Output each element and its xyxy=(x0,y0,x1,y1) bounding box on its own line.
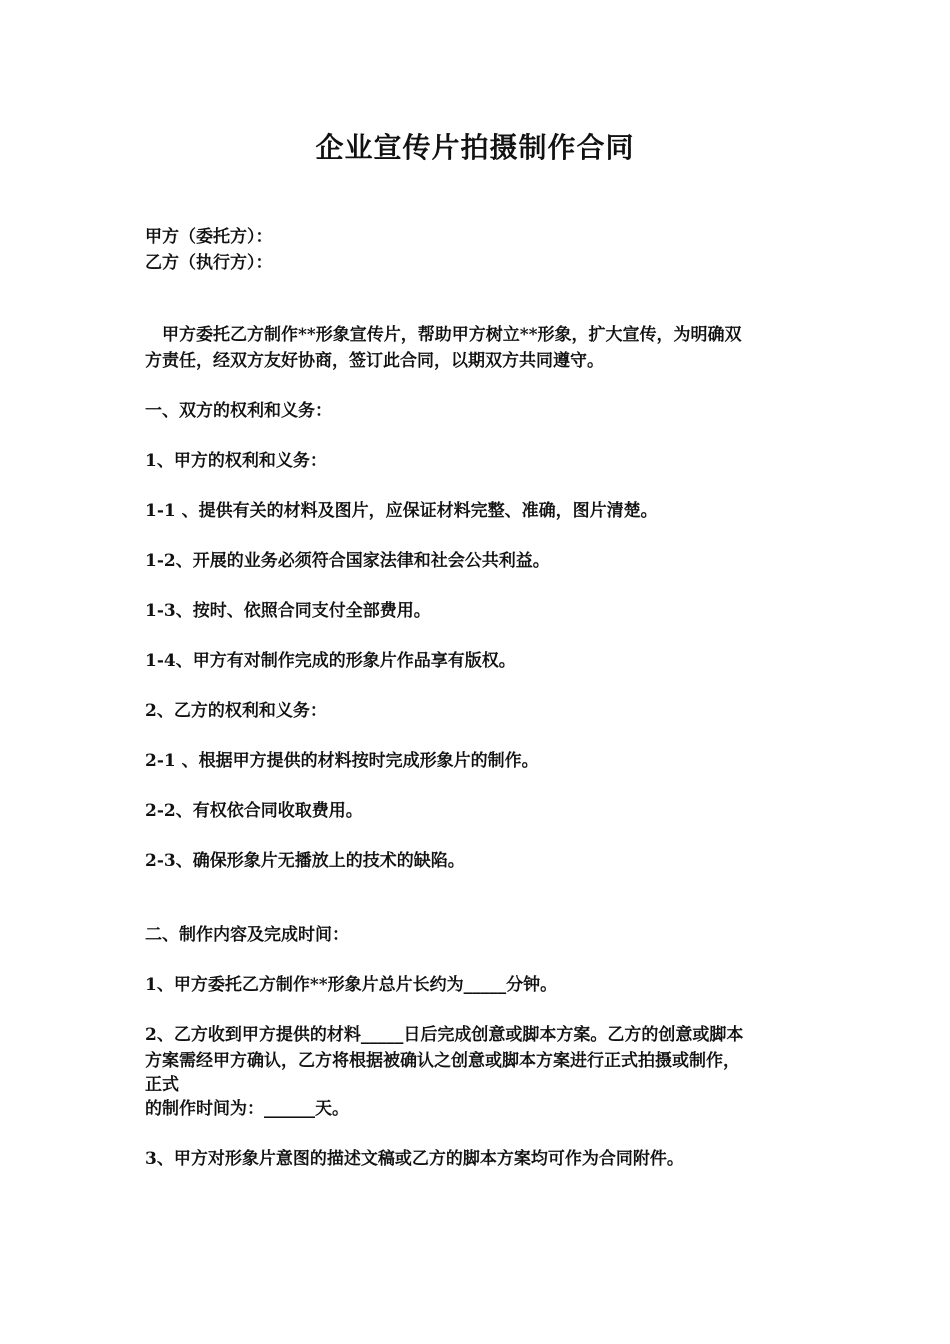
clause-2-2: 2-2、有权依合同收取费用。 xyxy=(145,801,363,821)
document-title: 企业宣传片拍摄制作合同 xyxy=(315,131,635,164)
section-2-item-2-line-4: 的制作时间为：______天。 xyxy=(145,1099,349,1119)
party-a-label: 甲方（委托方）： xyxy=(145,227,273,247)
clause-1-1: 1-1 、提供有关的材料及图片，应保证材料完整、准确，图片清楚。 xyxy=(145,501,658,521)
section-2-item-3: 3、甲方对形象片意图的描述文稿或乙方的脚本方案均可作为合同附件。 xyxy=(145,1149,684,1169)
clause-2-3: 2-3、确保形象片无播放上的技术的缺陷。 xyxy=(145,851,465,871)
section-2-item-2-line-2: 方案需经甲方确认，乙方将根据被确认之创意或脚本方案进行正式拍摄或制作， xyxy=(145,1051,740,1071)
intro-paragraph-line-2: 方责任，经双方友好协商，签订此合同，以期双方共同遵守。 xyxy=(145,351,604,371)
section-2-item-1: 1、甲方委托乙方制作**形象片总片长约为_____分钟。 xyxy=(145,975,558,995)
party-b-label: 乙方（执行方）： xyxy=(145,253,273,273)
clause-1-3: 1-3、按时、依照合同支付全部费用。 xyxy=(145,601,431,621)
section-2-heading: 二、制作内容及完成时间： xyxy=(145,925,349,945)
clause-1-2: 1-2、开展的业务必须符合国家法律和社会公共利益。 xyxy=(145,551,550,571)
section-1-sub-1-heading: 1、甲方的权利和义务： xyxy=(145,451,327,471)
section-1-sub-2-heading: 2、乙方的权利和义务： xyxy=(145,701,327,721)
intro-paragraph-line-1: 甲方委托乙方制作**形象宣传片，帮助甲方树立**形象，扩大宣传，为明确双 xyxy=(145,325,742,345)
clause-2-1: 2-1 、根据甲方提供的材料按时完成形象片的制作。 xyxy=(145,751,539,771)
section-1-heading: 一、双方的权利和义务： xyxy=(145,401,332,421)
section-2-item-2-line-3: 正式 xyxy=(145,1075,179,1095)
clause-1-4: 1-4、甲方有对制作完成的形象片作品享有版权。 xyxy=(145,651,516,671)
section-2-item-2-line-1: 2、乙方收到甲方提供的材料_____日后完成创意或脚本方案。乙方的创意或脚本 xyxy=(145,1025,744,1045)
